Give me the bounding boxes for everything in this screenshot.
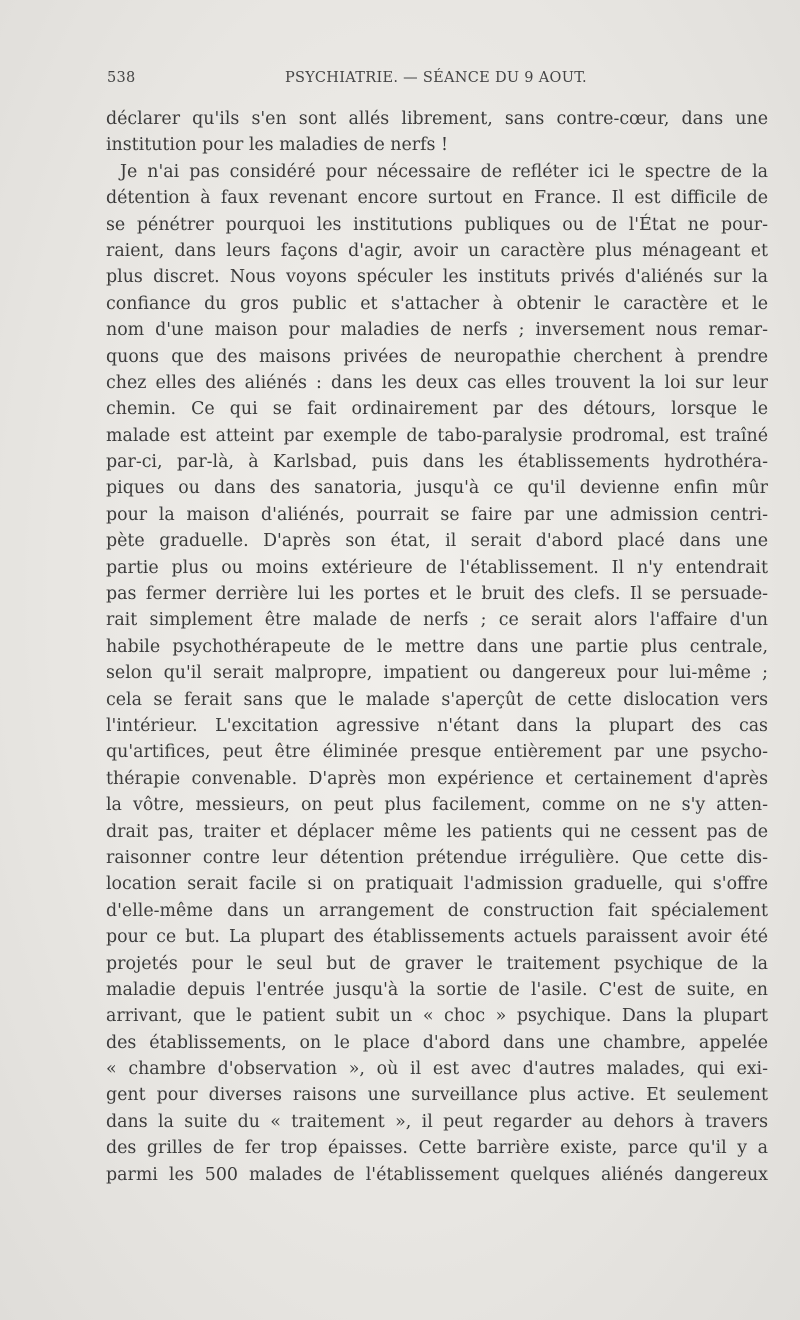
text-line: la vôtre, messieurs, on peut plus facilement, comme on ne s'y atten-: [106, 795, 768, 816]
text-line: projetés pour le seul but de graver le traitement psychique de la: [106, 953, 768, 974]
text-line: selon qu'il serait malpropre, impatient ou dangereux pour lui-même ;: [106, 663, 768, 684]
page-number: 538: [107, 70, 136, 86]
text-line: pas fermer derrière lui les portes et le bruit des clefs. Il se persuade-: [106, 584, 768, 605]
text-line: plus discret. Nous voyons spéculer les instituts privés d'aliénés sur la: [106, 267, 768, 288]
text-line: pour la maison d'aliénés, pourrait se faire par une admission centri-: [106, 504, 768, 525]
text-line: dans la suite du « traitement », il peut regarder au dehors à travers: [106, 1111, 768, 1132]
text-line: l'intérieur. L'excitation agressive n'étant dans la plupart des cas: [106, 715, 768, 736]
text-line: institution pour les maladies de nerfs !: [106, 135, 448, 156]
text-line: quons que des maisons privées de neuropathie cherchent à prendre: [106, 346, 768, 367]
text-line: des établissements, on le place d'abord dans une chambre, appelée: [106, 1032, 768, 1053]
text-line: pour ce but. La plupart des établissements actuels paraissent avoir été: [106, 927, 768, 948]
running-head: [107, 70, 767, 94]
text-line: des grilles de fer trop épaisses. Cette barrière existe, parce qu'il y a: [106, 1138, 768, 1159]
text-line: rait simplement être malade de nerfs ; ce serait alors l'affaire d'un: [106, 610, 768, 631]
text-line: drait pas, traiter et déplacer même les patients qui ne cessent pas de: [106, 821, 768, 842]
text-line: chemin. Ce qui se fait ordinairement par des détours, lorsque le: [106, 399, 768, 420]
text-line: déclarer qu'ils s'en sont allés librement, sans contre-cœur, dans une: [106, 109, 768, 129]
text-line: chez elles des aliénés : dans les deux cas elles trouvent la loi sur leur: [106, 372, 768, 393]
text-line: raient, dans leurs façons d'agir, avoir un caractère plus ménageant et: [106, 240, 768, 261]
text-line: habile psychothérapeute de le mettre dans une partie plus centrale,: [106, 636, 768, 657]
text-line: pète graduelle. D'après son état, il serait d'abord placé dans une: [106, 531, 768, 552]
text-line: se pénétrer pourquoi les institutions publiques ou de l'État ne pour-: [106, 214, 768, 235]
body-text: [106, 106, 768, 1188]
text-line: arrivant, que le patient subit un « choc » psychique. Dans la plupart: [106, 1006, 768, 1027]
text-line: thérapie convenable. D'après mon expérience et certainement d'après: [106, 768, 768, 789]
text-line: raisonner contre leur détention prétendue irrégulière. Que cette dis-: [106, 847, 768, 868]
text-line: Je n'ai pas considéré pour nécessaire de refléter ici le spectre de la: [120, 161, 768, 182]
text-line: cela se ferait sans que le malade s'aperçût de cette dislocation vers: [106, 689, 768, 710]
text-line: par-ci, par-là, à Karlsbad, puis dans les établissements hydrothéra-: [106, 452, 768, 473]
text-line: nom d'une maison pour maladies de nerfs ; inversement nous remar-: [106, 320, 768, 341]
text-line: maladie depuis l'entrée jusqu'à la sortie de l'asile. C'est de suite, en: [106, 979, 768, 1000]
text-line: piques ou dans des sanatoria, jusqu'à ce qu'il devienne enfin mûr: [106, 478, 768, 499]
text-line: d'elle-même dans un arrangement de construction fait spécialement: [106, 900, 768, 921]
text-line: partie plus ou moins extérieure de l'établissement. Il n'y entendrait: [106, 557, 768, 578]
running-head-title: PSYCHIATRIE. — SÉANCE DU 9 AOUT.: [285, 70, 587, 86]
text-line: malade est atteint par exemple de tabo-paralysie prodromal, est traîné: [106, 425, 768, 446]
text-line: gent pour diverses raisons une surveillance plus active. Et seulement: [106, 1085, 768, 1106]
text-line: détention à faux revenant encore surtout en France. Il est difficile de: [106, 188, 768, 209]
text-line: « chambre d'observation », où il est avec d'autres malades, qui exi-: [106, 1059, 768, 1080]
text-line: confiance du gros public et s'attacher à obtenir le caractère et le: [106, 293, 768, 314]
text-line: qu'artifices, peut être éliminée presque entièrement par une psycho-: [106, 742, 768, 763]
text-line: location serait facile si on pratiquait l'admission graduelle, qui s'offre: [106, 874, 768, 895]
text-line: parmi les 500 malades de l'établissement quelques aliénés dangereux: [106, 1164, 768, 1185]
